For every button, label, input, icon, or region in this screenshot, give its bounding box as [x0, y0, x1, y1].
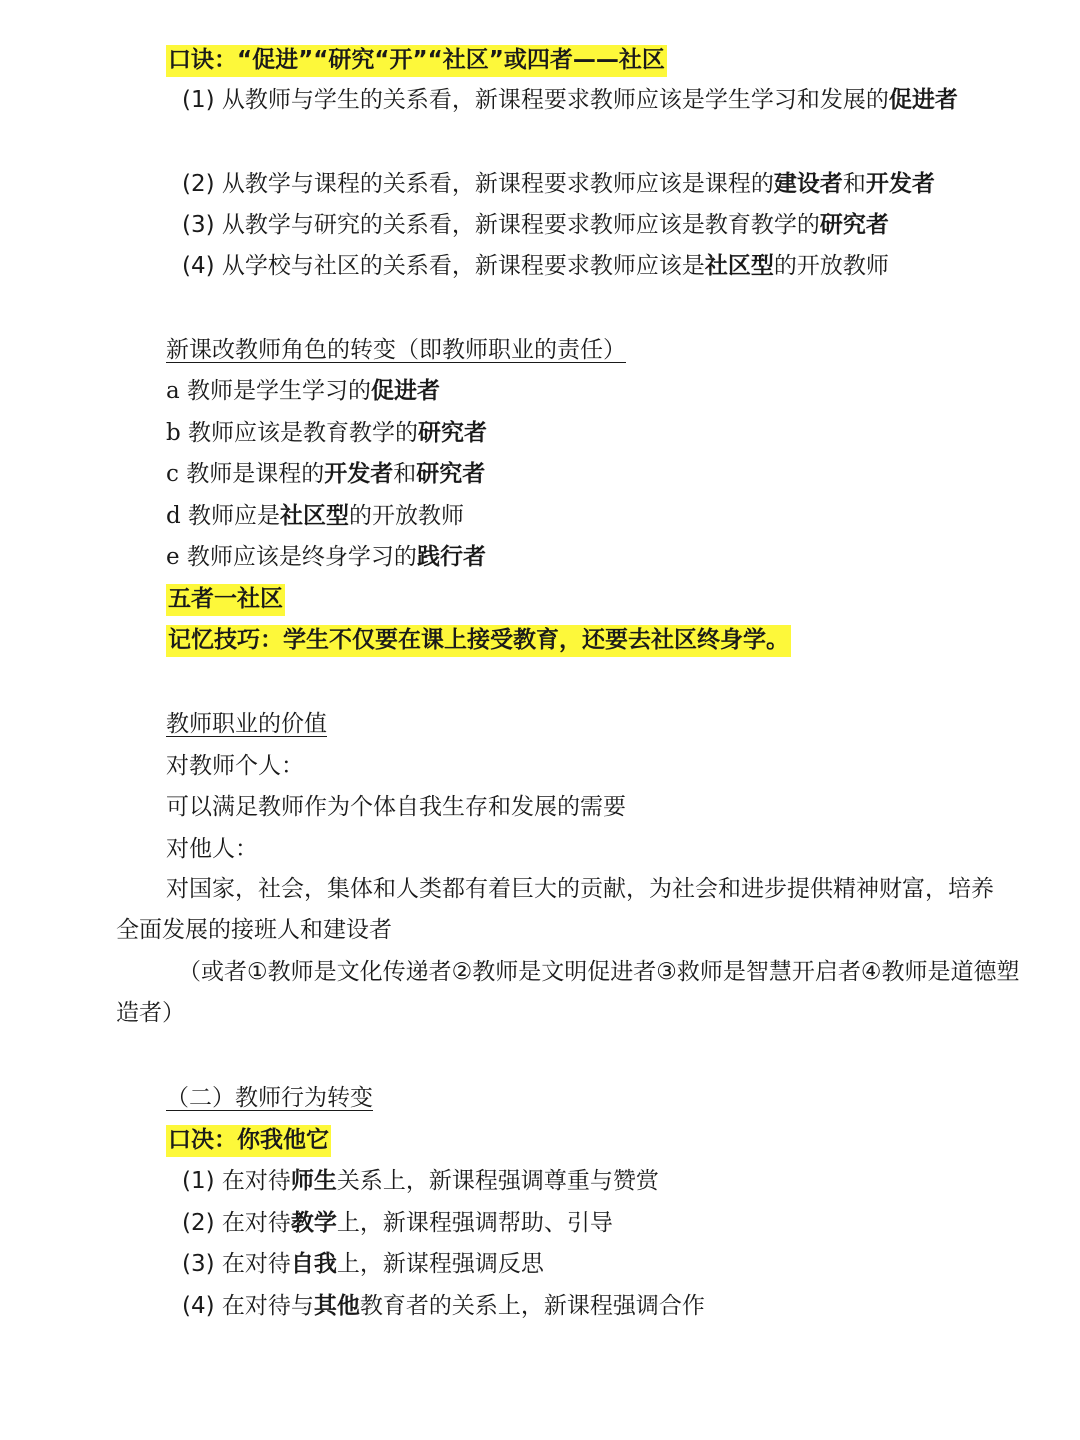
behavior-item-4: (4) 在对待与其他教育者的关系上，新课程强调合作 — [182, 1293, 705, 1319]
list-item-e: e 教师应该是终身学习的践行者 — [166, 544, 486, 570]
section-heading-behavior: （二）教师行为转变 — [166, 1085, 373, 1111]
memory-tip-highlight: 记忆技巧：学生不仅要在课上接受教育，还要去社区终身学。 — [166, 624, 791, 656]
mnemonic-highlight-1: 口诀：“促进”“研究“开”“社区”或四者——社区 — [166, 44, 667, 76]
mnemonic-highlight-3: 口决：你我他它 — [166, 1124, 331, 1156]
behavior-item-3: (3) 在对待自我上，新谋程强调反思 — [182, 1251, 544, 1277]
behavior-item-2: (2) 在对待教学上，新课程强调帮助、引导 — [182, 1210, 613, 1236]
role-item-2: (2) 从教学与课程的关系看，新课程要求教师应该是课程的建设者和开发者 — [182, 171, 935, 197]
list-item-d: d 教师应是社区型的开放教师 — [166, 503, 465, 529]
list-item-c: c 教师是课程的开发者和研究者 — [166, 461, 486, 487]
list-item-a: a 教师是学生学习的促进者 — [166, 378, 441, 404]
value-label-self: 对教师个人： — [166, 753, 304, 779]
value-text-others: 对国家，社会，集体和人类都有着巨大的贡献，为社会和进步提供精神财富，培养全面发展的接班人和建设者 — [116, 876, 994, 943]
section-heading-role-change: 新课改教师角色的转变（即教师职业的责任） — [166, 337, 626, 363]
role-item-1: (1) 从教师与学生的关系看，新课程要求教师应该是学生学习和发展的促进者 — [182, 87, 958, 113]
role-item-4: (4) 从学校与社区的关系看，新课程要求教师应该是社区型的开放教师 — [182, 253, 889, 279]
role-item-3: (3) 从教学与研究的关系看，新课程要求教师应该是教育教学的研究者 — [182, 212, 889, 238]
section-heading-value: 教师职业的价值 — [166, 711, 327, 737]
value-label-others: 对他人： — [166, 836, 258, 862]
value-text-self: 可以满足教师作为个体自我生存和发展的需要 — [166, 794, 626, 820]
behavior-item-1: (1) 在对待师生关系上，新课程强调尊重与赞赏 — [182, 1168, 659, 1194]
value-text-alternatives: （或者①教师是文化传递者②教师是文明促进者③救师是智慧开启者④教师是道德塑造者） — [116, 959, 1020, 1026]
list-item-b: b 教师应该是教育教学的研究者 — [166, 420, 488, 446]
mnemonic-highlight-2: 五者一社区 — [166, 583, 285, 615]
